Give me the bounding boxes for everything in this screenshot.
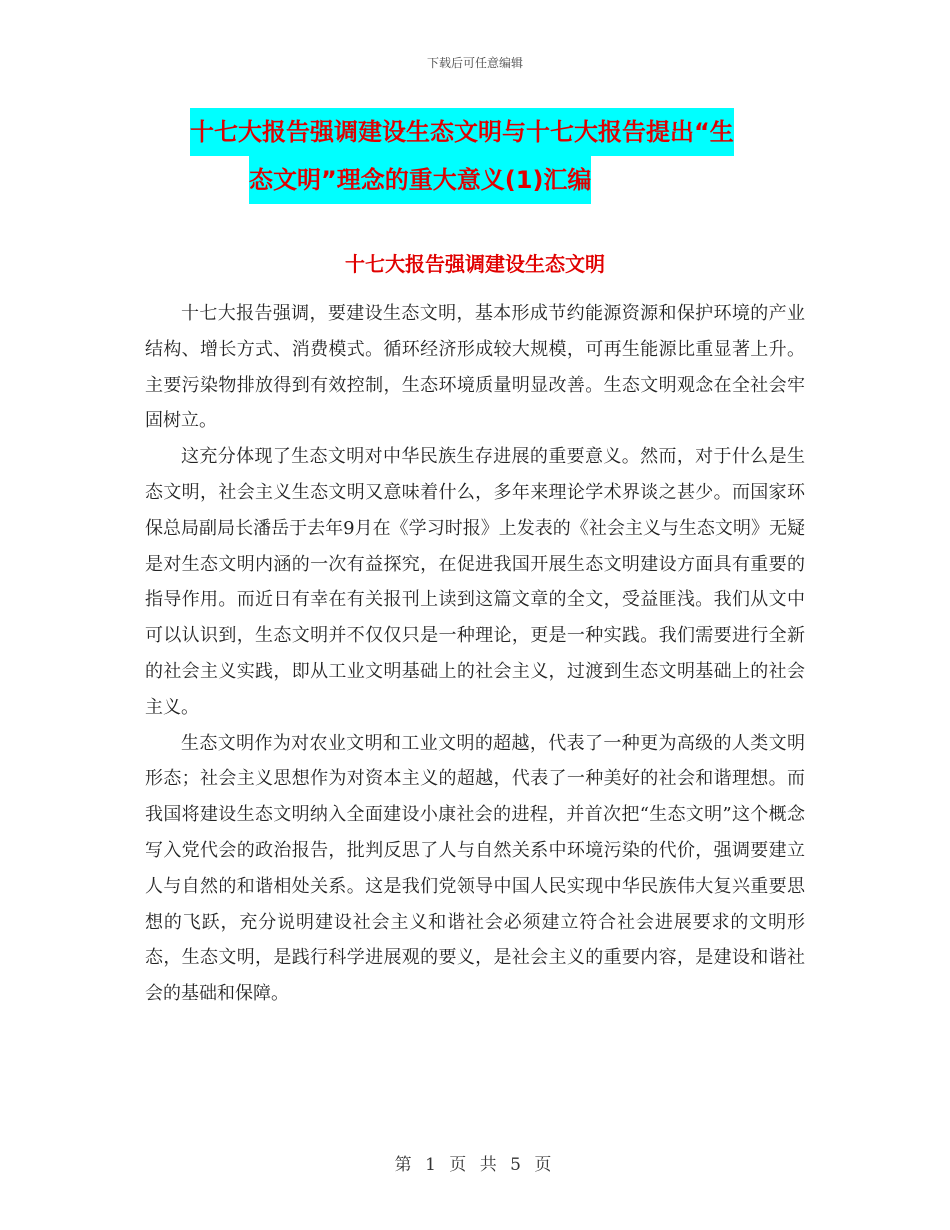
title-line-1: 十七大报告强调建设生态文明与十七大报告提出“生 xyxy=(190,108,734,156)
title-line-2: 态文明”理念的重大意义(1)汇编 xyxy=(249,156,591,204)
page-footer: 第 1 页 共 5 页 xyxy=(394,1155,556,1175)
paragraph-2: 这充分体现了生态文明对中华民族生存进展的重要意义。然而，对于什么是生态文明，社会主义生态文明又意味着什么，多年来理论学术界谈之甚少。而国家环保总局副局长潘岳于去年9月在《学习时报》上发表的《社会主义与生态文明》无疑是对生态文明内涵的一次有益探究，在促进我国开展生态文明建设方面具有重要的指导作用。而近日有幸在有关报刊上读到这篇文章的全文，受益匪浅。我们从文中可以认识到，生态文明并不仅仅只是一种理论，更是一种实践。我们需要进行全新的社会主义实践，即从工业文明基础上的社会主义，过渡到生态文明基础上的社会主义。 xyxy=(145,446,805,718)
body-text xyxy=(145,296,805,1012)
header-note: 下载后可任意编辑 xyxy=(426,56,523,70)
section-heading: 十七大报告强调建设生态文明 xyxy=(345,252,605,276)
document-title xyxy=(190,108,810,204)
paragraph-3: 生态文明作为对农业文明和工业文明的超越，代表了一种更为高级的人类文明形态；社会主义思想作为对资本主义的超越，代表了一种美好的社会和谐理想。而我国将建设生态文明纳入全面建设小康社会的进程，并首次把“生态文明”这个概念写入党代会的政治报告，批判反思了人与自然关系中环境污染的代价，强调要建立人与自然的和谐相处关系。这是我们党领导中国人民实现中华民族伟大复兴重要思想的飞跃，充分说明建设社会主义和谐社会必须建立符合社会进展要求的文明形态，生态文明，是践行科学进展观的要义，是社会主义的重要内容，是建设和谐社会的基础和保障。 xyxy=(145,732,805,1005)
paragraph-1: 十七大报告强调，要建设生态文明，基本形成节约能源资源和保护环境的产业结构、增长方式、消费模式。循环经济形成较大规模，可再生能源比重显著上升。主要污染物排放得到有效控制，生态环境质量明显改善。生态文明观念在全社会牢固树立。 xyxy=(145,303,805,432)
